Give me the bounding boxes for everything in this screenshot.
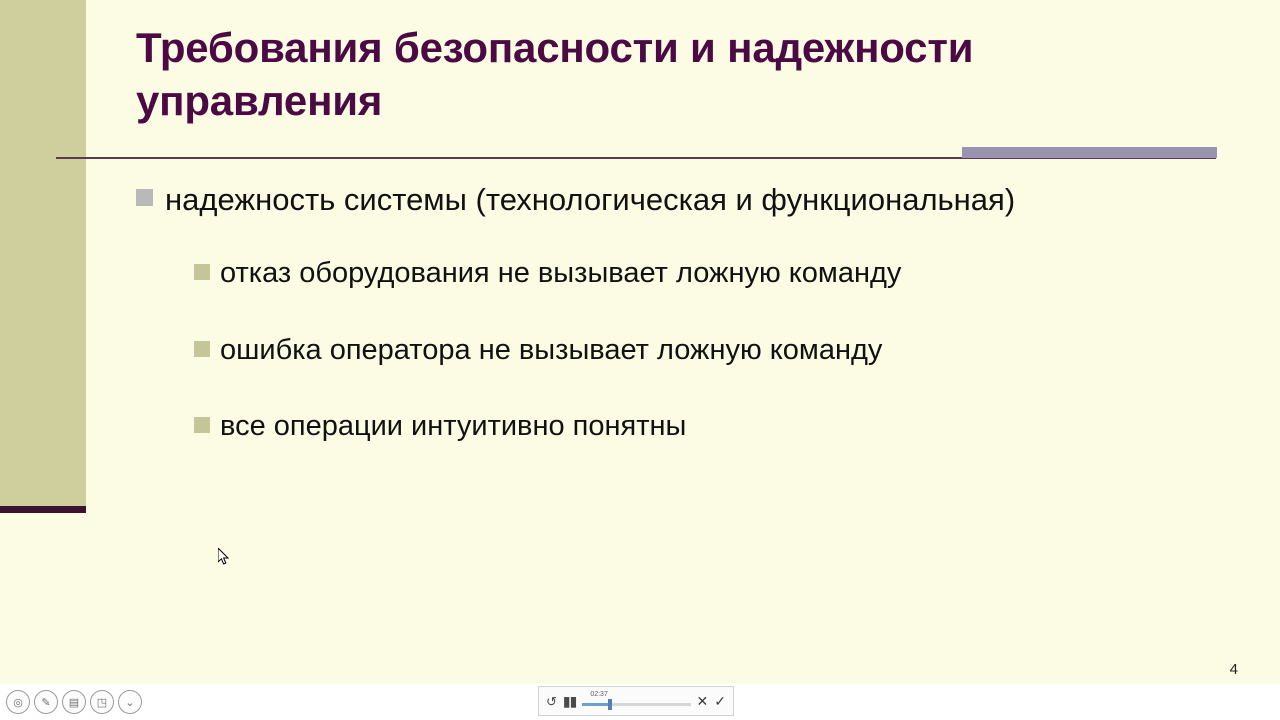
eraser-icon[interactable]: ◳ (90, 690, 114, 714)
slide-left-decorative-band (0, 0, 86, 506)
media-progress-knob[interactable] (608, 699, 612, 710)
list-item (194, 330, 1236, 371)
slide-body (136, 178, 1236, 483)
list-item (194, 253, 1236, 294)
bullet-marker-icon (194, 341, 210, 357)
bullet-marker-icon (194, 264, 210, 280)
ink-tools-toolbar[interactable] (6, 690, 142, 714)
media-playback-bar[interactable] (538, 686, 734, 716)
slide-left-band-underline (0, 506, 86, 513)
laser-pointer-icon[interactable]: ◎ (6, 690, 30, 714)
list-item-label: отказ оборудования не вызывает ложную команду (220, 256, 902, 289)
pause-icon[interactable]: ▮▮ (562, 693, 577, 709)
cancel-icon[interactable]: ✕ (696, 692, 709, 709)
replay-icon[interactable]: ↺ (546, 693, 557, 709)
highlighter-icon[interactable]: ▤ (62, 690, 86, 714)
list-item (194, 406, 1236, 447)
bullet-marker-icon (136, 189, 153, 206)
media-time-label: 02:37 (590, 691, 608, 698)
mouse-cursor-icon (218, 548, 230, 566)
list-item-label: все операции интуитивно понятны (220, 410, 687, 443)
slide-title: Требования безопасности и надежности управления (136, 24, 974, 124)
accept-icon[interactable]: ✓ (714, 692, 726, 709)
list-item (136, 178, 1236, 223)
list-item-label: ошибка оператора не вызывает ложную команду (220, 333, 883, 366)
pen-icon[interactable]: ✎ (34, 690, 58, 714)
media-progress-fill (582, 703, 610, 706)
title-divider-accent (962, 147, 1217, 158)
bullet-marker-icon (194, 417, 210, 433)
media-progress-slider[interactable] (582, 693, 690, 709)
list-item-label: надежность системы (технологическая и функциональная) (165, 182, 1016, 217)
slide-number: 4 (1229, 661, 1238, 678)
bottom-toolbar (0, 684, 1280, 720)
more-options-icon[interactable]: ⌄ (118, 690, 142, 714)
slide-sublist (194, 253, 1236, 447)
